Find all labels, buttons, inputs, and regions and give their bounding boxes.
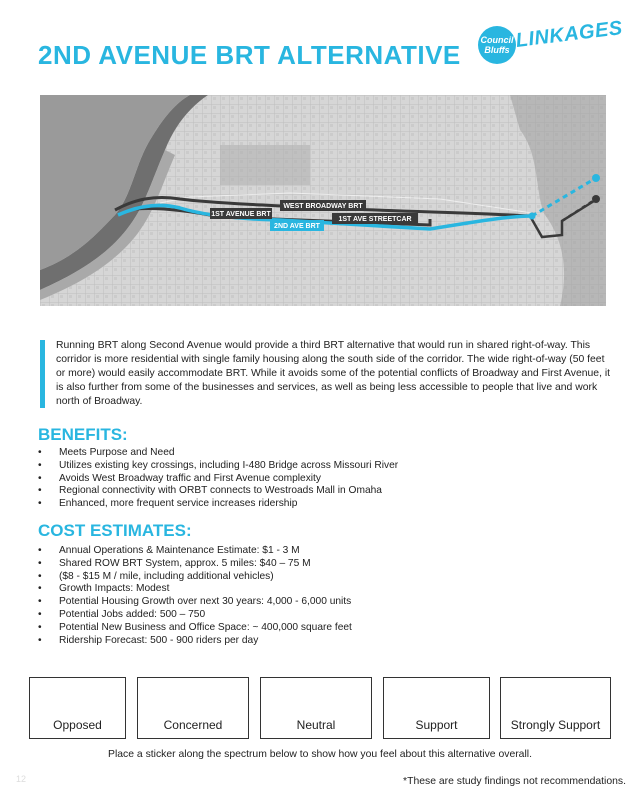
cost-item: • Annual Operations & Maintenance Estimate: $1 - 3 M <box>38 545 352 558</box>
spectrum-label-support: Support <box>415 718 458 732</box>
cost-item: • Ridership Forecast: 500 - 900 riders per day <box>38 635 352 648</box>
council-bluffs-linkages-logo <box>478 17 624 70</box>
cost-item: • ($8 - $15 M / mile, including additional vehicles) <box>38 571 352 584</box>
spectrum-box-support[interactable] <box>383 677 490 739</box>
cost-item: • Potential Housing Growth over next 30 years: 4,000 - 6,000 units <box>38 596 352 609</box>
rail-yard <box>220 145 310 185</box>
logo-line-2: Bluffs <box>484 45 510 55</box>
label-west-broadway-brt <box>280 200 366 211</box>
dark-terminus-east <box>592 195 600 203</box>
linkages-wordmark: LINKAGES <box>514 17 624 52</box>
label-first-avenue-brt <box>210 208 272 219</box>
cost-estimates-list <box>38 545 352 647</box>
spectrum-box-opposed[interactable] <box>29 677 126 739</box>
benefit-item: • Regional connectivity with ORBT connects to Westroads Mall in Omaha <box>38 485 398 498</box>
cost-item: • Potential Jobs added: 500 – 750 <box>38 609 352 622</box>
spectrum-label-concerned: Concerned <box>163 718 223 732</box>
page-title: 2ND AVENUE BRT ALTERNATIVE <box>38 40 461 70</box>
spectrum-label-neutral: Neutral <box>296 718 336 732</box>
spectrum-label-strongly-support: Strongly Support <box>510 718 601 732</box>
benefit-item: • Utilizes existing key crossings, including I-480 Bridge across Missouri River <box>38 460 398 473</box>
page-number: 12 <box>16 774 27 784</box>
logo-line-1: Council <box>480 35 514 45</box>
label-second-ave-brt <box>270 220 324 231</box>
cost-item: • Shared ROW BRT System, approx. 5 miles: $40 – 75 M <box>38 558 352 571</box>
label-first-ave-streetcar <box>332 213 418 224</box>
benefit-item: • Avoids West Broadway traffic and First Avenue complexity <box>38 473 398 486</box>
spectrum-box-strongly-support[interactable] <box>500 677 611 739</box>
spectrum-label-opposed: Opposed <box>53 718 102 732</box>
benefits-list <box>38 447 398 511</box>
cost-item: • Growth Impacts: Modest <box>38 583 352 596</box>
label-first-ave-streetcar-text: 1ST AVE STREETCAR <box>338 216 412 223</box>
benefit-item: • Meets Purpose and Need <box>38 447 398 460</box>
benefit-item: • Enhanced, more frequent service increases ridership <box>38 498 398 511</box>
council-bluffs-logo-badge <box>478 26 516 64</box>
benefits-heading: BENEFITS: <box>38 425 128 444</box>
label-west-broadway-brt-text: WEST BROADWAY BRT <box>283 203 363 210</box>
cost-item: • Potential New Business and Office Space: ~ 400,000 square feet <box>38 622 352 635</box>
corridor-map <box>40 95 606 306</box>
spectrum-box-neutral[interactable] <box>260 677 372 739</box>
blue-terminus-west <box>529 213 536 220</box>
description-accent-bar <box>40 340 45 408</box>
label-first-avenue-brt-text: 1ST AVENUE BRT <box>211 211 271 218</box>
blue-terminus-east <box>592 174 600 182</box>
cost-estimates-heading: COST ESTIMATES: <box>38 521 192 540</box>
label-second-ave-brt-text: 2ND AVE BRT <box>274 223 320 230</box>
footnote: *These are study findings not recommendations. <box>403 776 626 787</box>
spectrum-box-concerned[interactable] <box>137 677 249 739</box>
sticker-instruction: Place a sticker along the spectrum below to show how you feel about this alternative overall. <box>108 749 532 760</box>
description-paragraph: Running BRT along Second Avenue would provide a third BRT alternative that would run in shared right-of-way. This corridor is more residential with single family housing along the south side of the corridor. The wide right-of-way (50 feet or more) would easily accommodate BRT. While it avoids some of the potential conflicts of Broadway and First Avenue, it is also further from some of the businesses and services, as well as being less accessible to people that live and work north of Broadway. <box>56 340 611 407</box>
